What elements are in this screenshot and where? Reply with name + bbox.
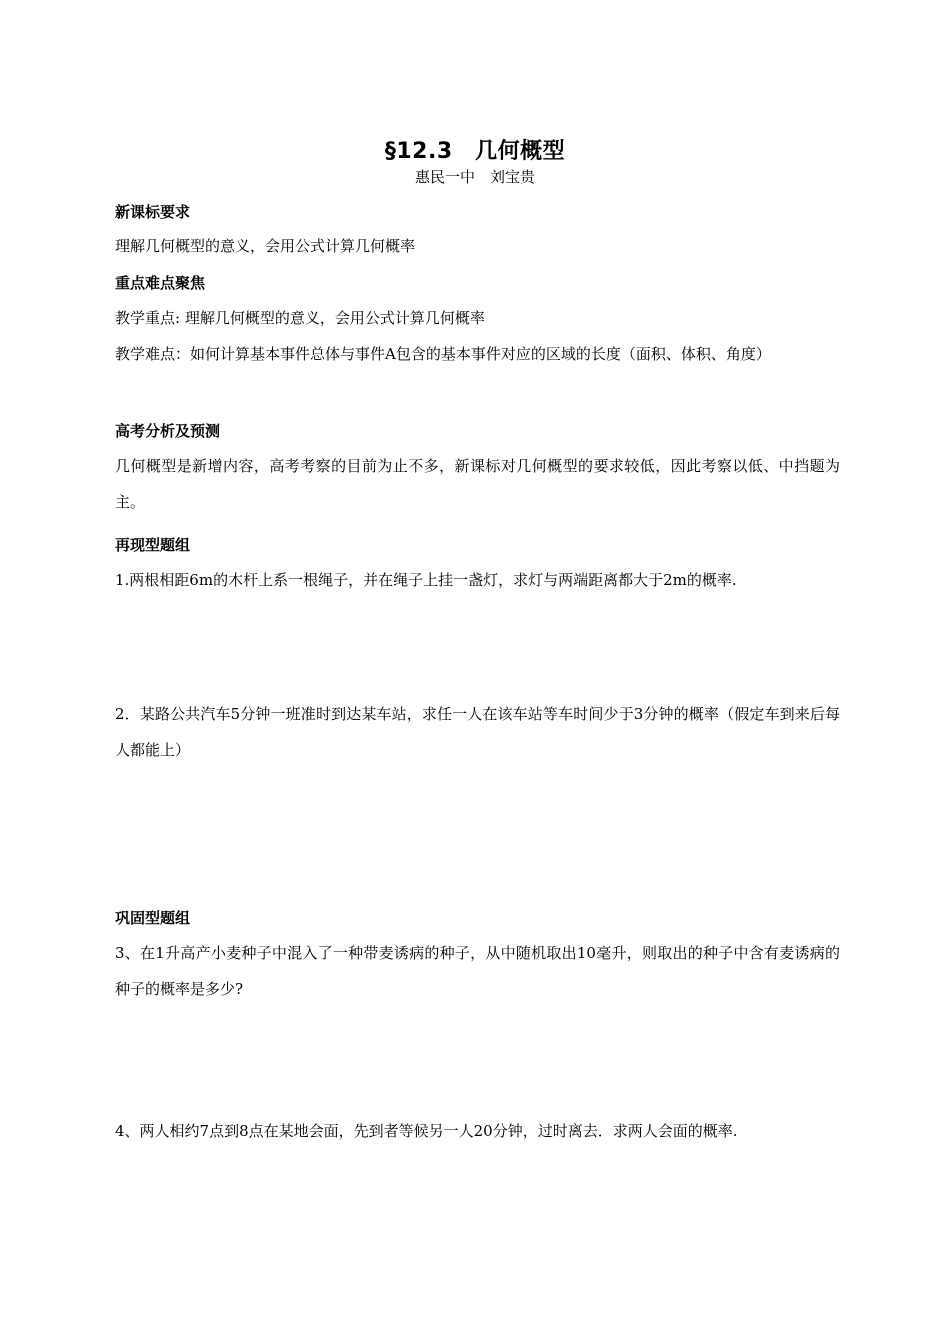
question-4: 4、两人相约7点到8点在某地会面，先到者等候另一人20分钟，过时离去．求两人会面的概率.: [115, 1122, 738, 1140]
requirements-text: 理解几何概型的意义，会用公式计算几何概率: [115, 237, 416, 255]
question-3: 3、在1升高产小麦种子中混入了一种带麦诱病的种子，从中随机取出10毫升，则取出的种子中含有麦诱病的种子的概率是多少?: [115, 944, 840, 998]
heading-analysis: 高考分析及预测: [115, 422, 221, 440]
heading-reproduce-group: 再现型题组: [115, 536, 191, 554]
heading-requirements: 新课标要求: [115, 203, 191, 221]
question-2: 2．某路公共汽车5分钟一班准时到达某车站，求任一人在该车站等车时间少于3分钟的概率（假定车到来后每人都能上）: [115, 705, 840, 759]
author-line: 惠民一中 刘宝贵: [414, 168, 535, 186]
heading-focus: 重点难点聚焦: [115, 274, 206, 292]
focus-key-point: 教学重点: 理解几何概型的意义，会用公式计算几何概率: [115, 309, 485, 327]
question-1: 1.两根相距6m的木杆上系一根绳子，并在绳子上挂一盏灯，求灯与两端距离都大于2m的概率.: [115, 571, 737, 589]
page-title: §12.3 几何概型: [384, 139, 566, 164]
analysis-text: 几何概型是新增内容，高考考察的目前为止不多，新课标对几何概型的要求较低，因此考察以低、中挡题为主。: [115, 457, 840, 511]
focus-difficulty: 教学难点：如何计算基本事件总体与事件A包含的基本事件对应的区域的长度（面积、体积、角度）: [115, 345, 771, 363]
heading-consolidate-group: 巩固型题组: [115, 909, 191, 927]
